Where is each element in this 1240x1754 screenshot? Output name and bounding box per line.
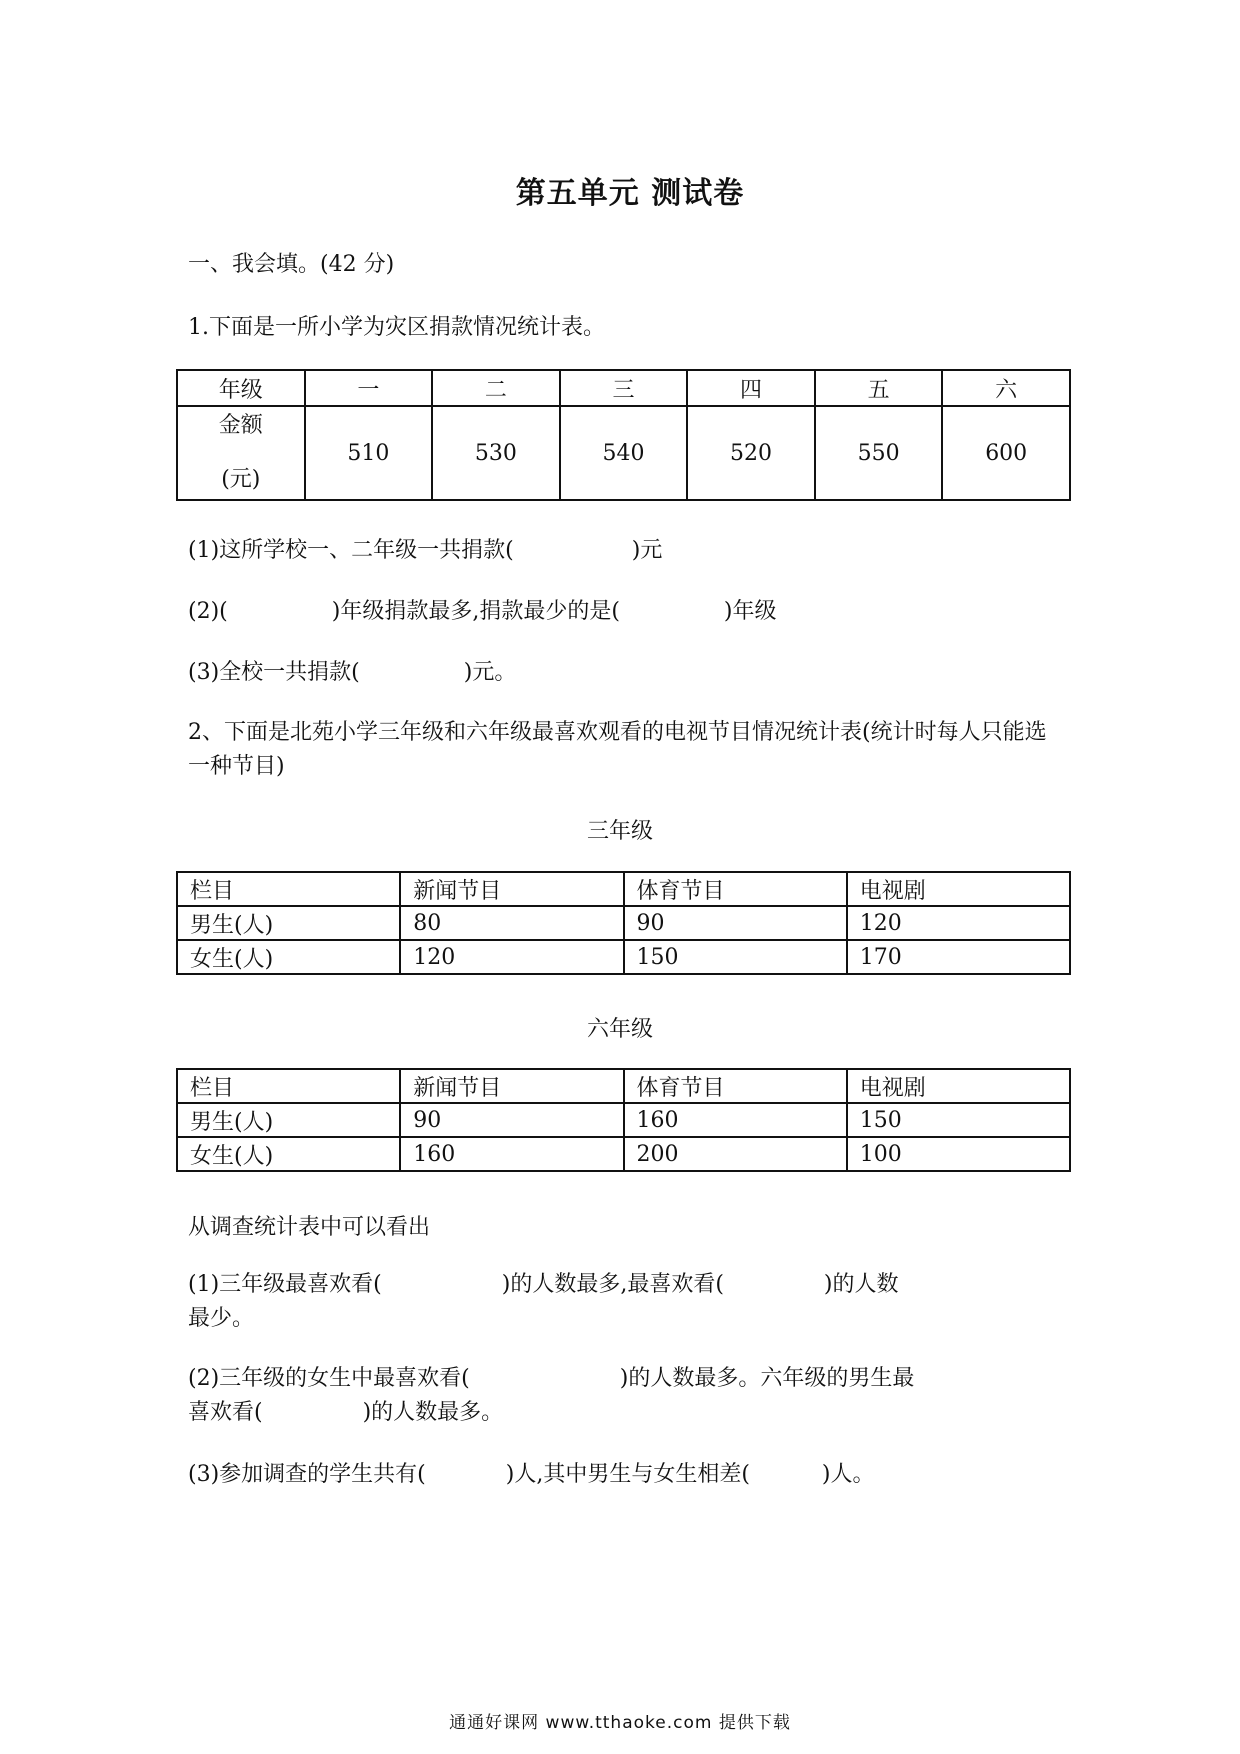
table-row [177, 1069, 1070, 1103]
question-1-sub-3: (3)全校一共捐款( )元。 [188, 660, 517, 685]
table-cell: 160 [400, 1137, 623, 1171]
table-cell: 男生(人) [177, 1103, 400, 1137]
table-cell: 150 [847, 1103, 1070, 1137]
question-2-sub-1: (1)三年级最喜欢看( )的人数最多,最喜欢看( )的人数 最少。 [188, 1272, 899, 1331]
table-header-cell: 年级 [177, 370, 305, 406]
table-cell: 90 [624, 906, 847, 940]
table-row [177, 406, 1070, 500]
section-heading: 一、我会填。(42 分) [188, 252, 395, 277]
question-2-lead: 从调查统计表中可以看出 [188, 1215, 431, 1240]
table-row [177, 872, 1070, 906]
table-row [177, 1137, 1070, 1171]
grade-cell: 四 [687, 370, 815, 406]
grade-cell: 五 [815, 370, 943, 406]
table-header-cell: 电视剧 [847, 872, 1070, 906]
amount-cell: 530 [432, 406, 560, 500]
table-cell: 男生(人) [177, 906, 400, 940]
amount-label-cell [177, 406, 305, 500]
grade-cell: 二 [432, 370, 560, 406]
table-header-cell: 体育节目 [624, 1069, 847, 1103]
question-1-sub-2: (2)( )年级捐款最多,捐款最少的是( )年级 [188, 599, 777, 624]
question-2-sub-3: (3)参加调查的学生共有( )人,其中男生与女生相差( )人。 [188, 1462, 875, 1487]
grade6-caption: 六年级 [586, 1017, 653, 1042]
question-2-intro: 2、下面是北苑小学三年级和六年级最喜欢观看的电视节目情况统计表(统计时每人只能选一种节目) [188, 720, 1047, 779]
table-cell: 120 [400, 940, 623, 974]
grade3-tv-table [176, 871, 1071, 975]
question-1-intro: 1.下面是一所小学为灾区捐款情况统计表。 [188, 315, 605, 340]
table-cell: 90 [400, 1103, 623, 1137]
table-cell: 120 [847, 906, 1070, 940]
footer-credit: 通通好课网 www.tthaoke.com 提供下载 [449, 1713, 791, 1733]
question-2-sub-2: (2)三年级的女生中最喜欢看( )的人数最多。六年级的男生最 喜欢看( )的人数最多。 [188, 1366, 915, 1425]
table-header-cell: 栏目 [177, 872, 400, 906]
donation-table [176, 369, 1071, 501]
amount-cell: 510 [305, 406, 433, 500]
table-cell: 170 [847, 940, 1070, 974]
table-cell: 女生(人) [177, 940, 400, 974]
amount-cell: 520 [687, 406, 815, 500]
table-header-cell: 电视剧 [847, 1069, 1070, 1103]
table-row [177, 370, 1070, 406]
amount-cell: 540 [560, 406, 688, 500]
table-header-cell: 新闻节目 [400, 1069, 623, 1103]
amount-label-bottom: (元) [221, 467, 261, 492]
page-title: 第五单元 测试卷 [515, 176, 745, 211]
amount-label-top: 金额 [218, 413, 263, 438]
table-cell: 200 [624, 1137, 847, 1171]
table-header-cell: 栏目 [177, 1069, 400, 1103]
table-cell: 150 [624, 940, 847, 974]
table-row [177, 940, 1070, 974]
question-1-sub-1: (1)这所学校一、二年级一共捐款( )元 [188, 538, 663, 563]
amount-cell: 550 [815, 406, 943, 500]
table-row [177, 1103, 1070, 1137]
table-cell: 80 [400, 906, 623, 940]
amount-cell: 600 [942, 406, 1070, 500]
table-cell: 100 [847, 1137, 1070, 1171]
table-cell: 160 [624, 1103, 847, 1137]
table-header-cell: 新闻节目 [400, 872, 623, 906]
table-header-cell: 体育节目 [624, 872, 847, 906]
grade6-tv-table [176, 1068, 1071, 1172]
grade-cell: 六 [942, 370, 1070, 406]
table-row [177, 906, 1070, 940]
table-cell: 女生(人) [177, 1137, 400, 1171]
grade3-caption: 三年级 [586, 819, 653, 844]
grade-cell: 一 [305, 370, 433, 406]
grade-cell: 三 [560, 370, 688, 406]
